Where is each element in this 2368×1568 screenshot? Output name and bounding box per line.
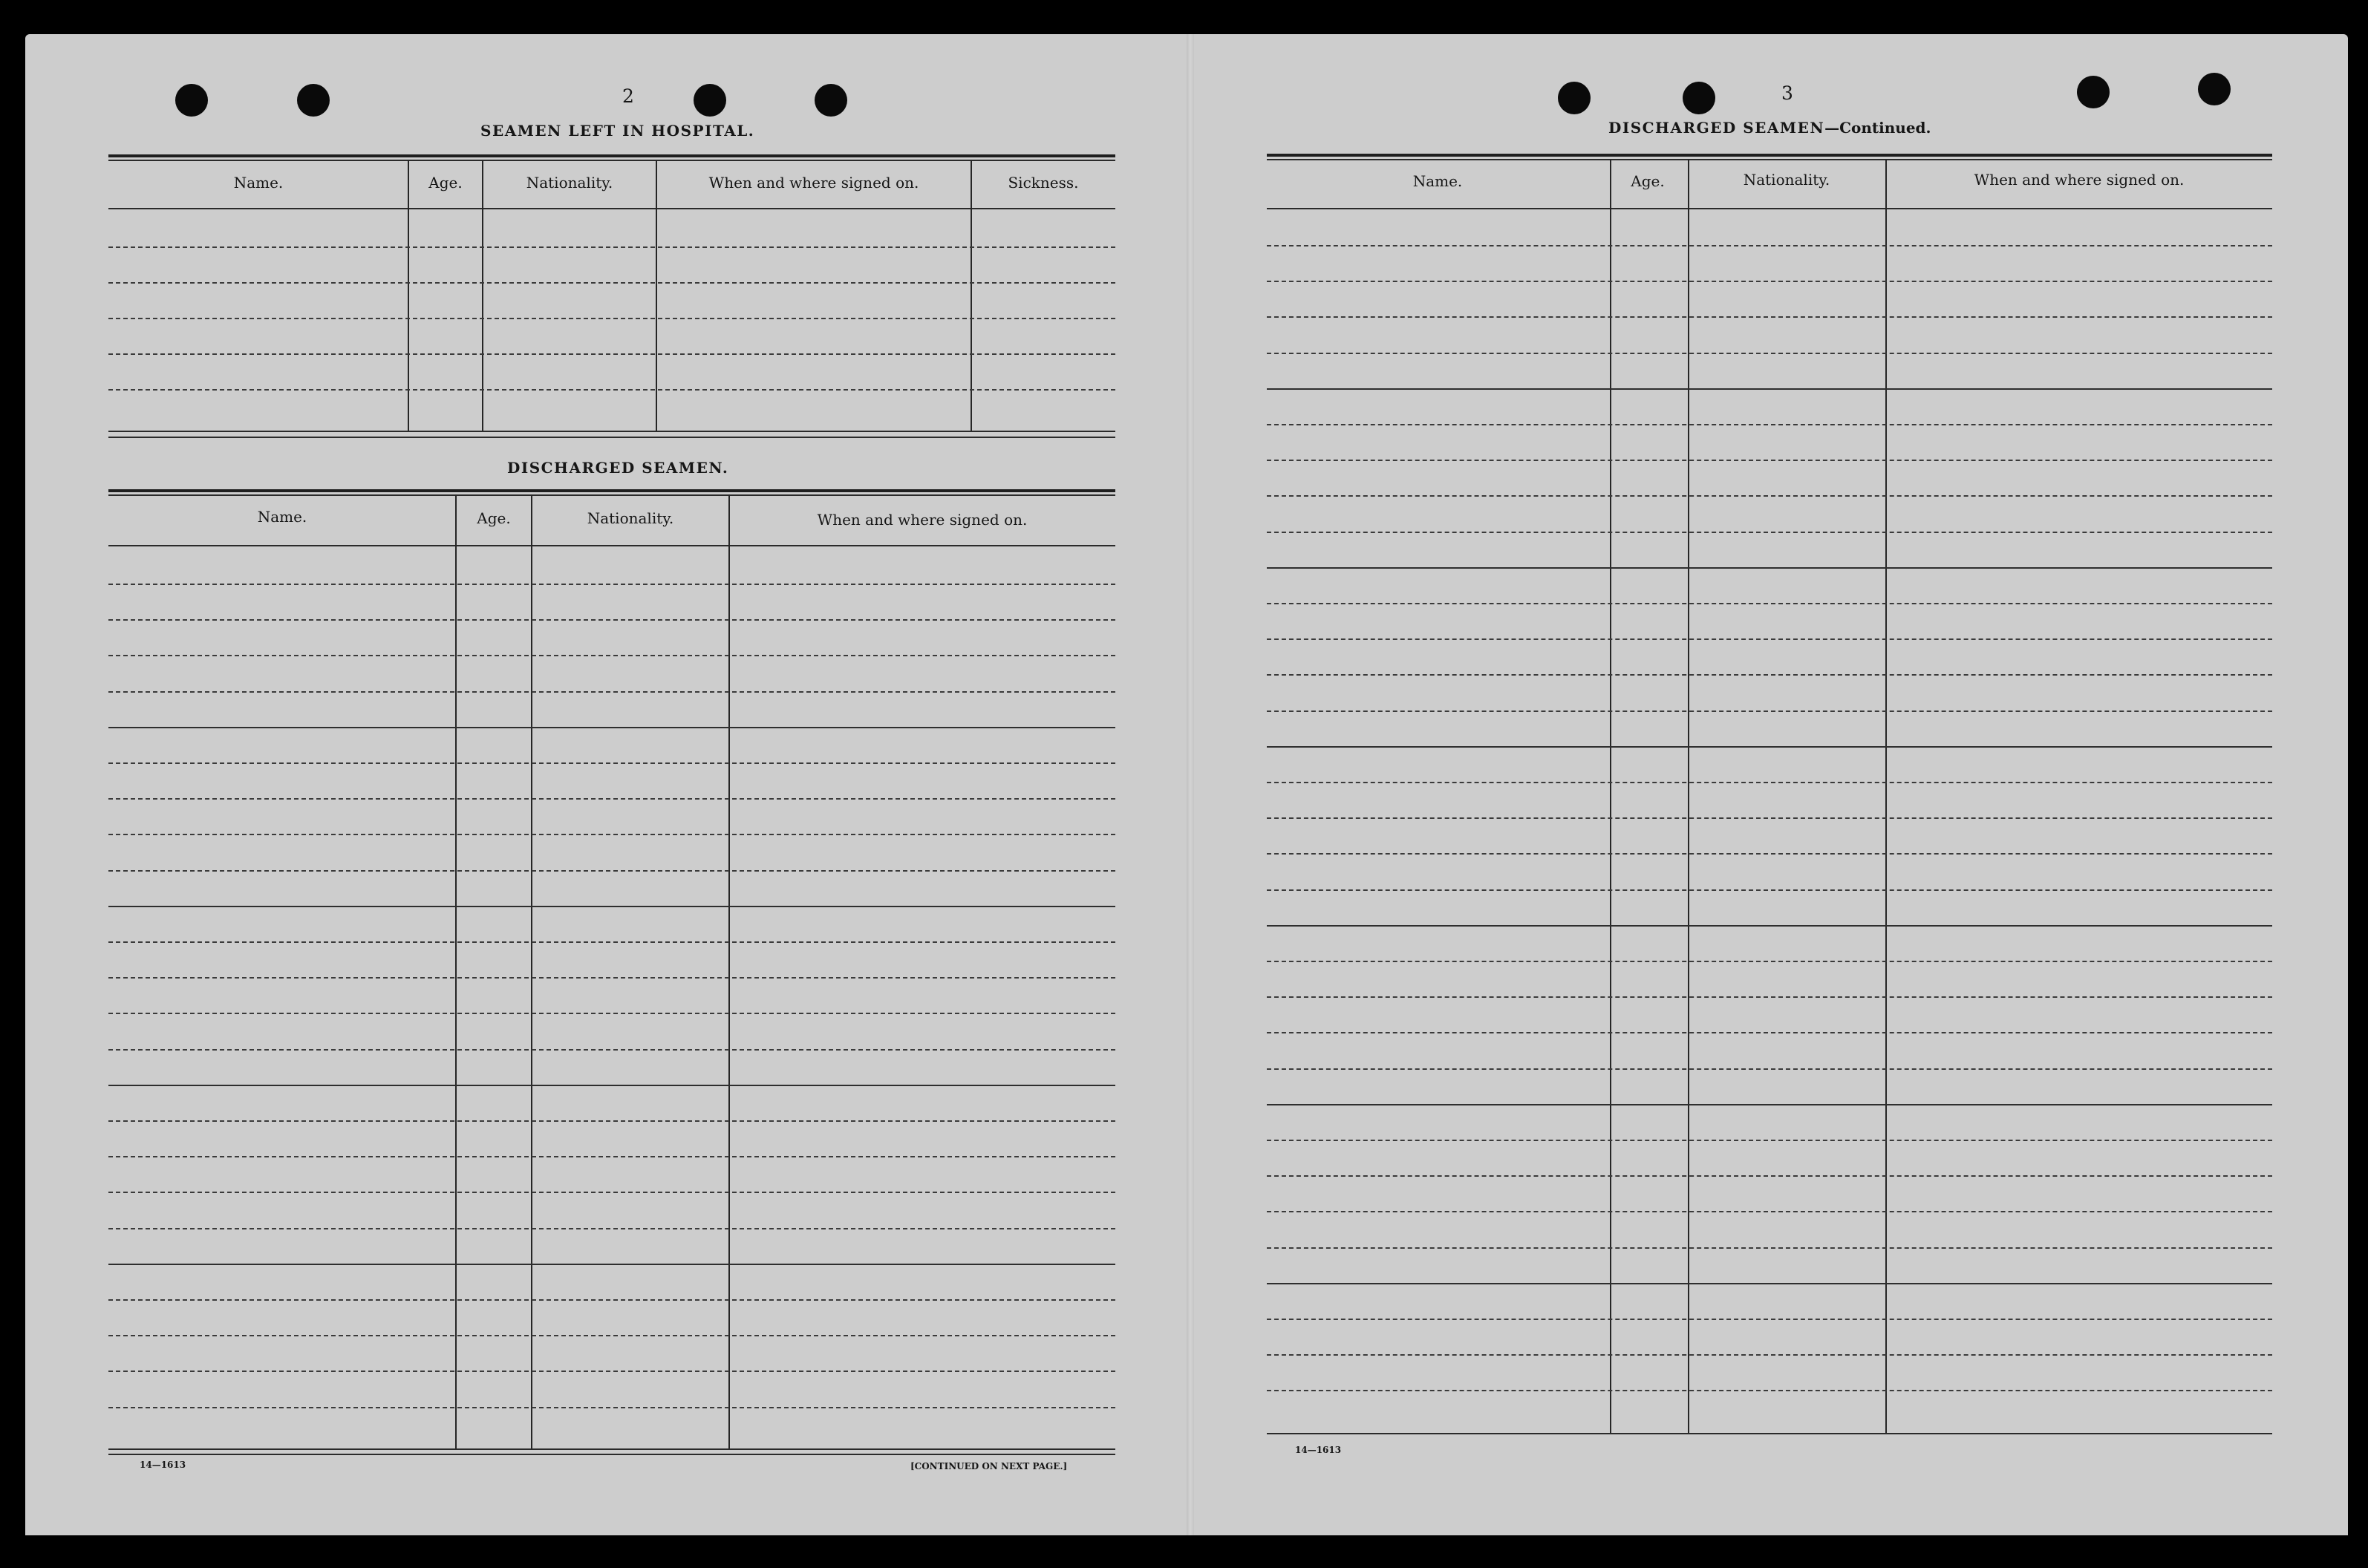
column-header-name: Name. (233, 174, 284, 192)
discharged-continued-title-text: DISCHARGED SEAMEN (1608, 119, 1825, 137)
table-row-line (108, 584, 1115, 585)
table-row-line (1267, 316, 2272, 318)
punch-hole (1558, 82, 1591, 114)
table-row-line (108, 941, 1115, 943)
table-row-line (108, 619, 1115, 621)
table-row-line (1267, 1175, 2272, 1177)
table-row-line (108, 691, 1115, 693)
table-row-line (1267, 281, 2272, 282)
column-header-nationality: Nationality. (1743, 171, 1830, 189)
column-header-when-where-signed: When and where signed on. (817, 511, 1028, 529)
table-row-line (1267, 353, 2272, 354)
table-row-line (108, 1013, 1115, 1014)
table-row-line (108, 1299, 1115, 1301)
table-row-line (108, 1264, 1115, 1265)
table-row-line (1267, 1140, 2272, 1141)
table-row-line (108, 1156, 1115, 1157)
page-number-right: 3 (1781, 82, 1793, 104)
table-row-line (1267, 925, 2272, 927)
table-row-line (1267, 424, 2272, 425)
left-form-page (25, 34, 1194, 1535)
punch-hole (694, 84, 726, 117)
table-row-line (108, 906, 1115, 907)
table-row-line (1267, 603, 2272, 604)
column-header-when-where-signed: When and where signed on. (1974, 171, 2185, 189)
table-row-line (1267, 746, 2272, 748)
table-row-line (108, 1192, 1115, 1193)
table-row-line (108, 1371, 1115, 1372)
table-row-line (108, 727, 1115, 728)
right-form-page (1190, 34, 2348, 1535)
punch-hole (1683, 82, 1715, 114)
table-row-line (1267, 495, 2272, 497)
table-row-line (1267, 817, 2272, 819)
table-row-line (1267, 1032, 2272, 1033)
punch-hole (2198, 73, 2231, 105)
column-header-age: Age. (428, 174, 463, 192)
hospital-table-title: SEAMEN LEFT IN HOSPITAL. (480, 122, 755, 140)
table-row-line (1267, 532, 2272, 533)
table-row-line (108, 1085, 1115, 1086)
column-header-when-where-signed: When and where signed on. (708, 174, 919, 192)
table-row-line (1267, 1319, 2272, 1320)
form-code-left: 14—1613 (140, 1460, 186, 1470)
table-row-line (108, 1049, 1115, 1051)
continued-suffix: —Continued. (1824, 119, 1931, 137)
table-row-line (108, 762, 1115, 764)
table-row-line (108, 834, 1115, 835)
table-row-line (108, 1120, 1115, 1122)
table-row-line (1267, 460, 2272, 461)
table-row-line (1267, 1283, 2272, 1284)
table-row-line (1267, 1247, 2272, 1249)
table-row-line (108, 655, 1115, 656)
table-row-line (108, 1335, 1115, 1336)
column-header-age: Age. (477, 509, 511, 527)
continued-note: [CONTINUED ON NEXT PAGE.] (910, 1461, 1068, 1471)
punch-hole (815, 84, 847, 117)
column-header-nationality: Nationality. (526, 174, 613, 192)
table-row-line (1267, 1068, 2272, 1070)
table-row-line (1267, 996, 2272, 998)
discharged-continued-title (1608, 119, 1931, 137)
form-code-right: 14—1613 (1295, 1445, 1342, 1455)
table-row-line (1267, 853, 2272, 855)
table-row-line (108, 798, 1115, 800)
table-row-line (1267, 1104, 2272, 1105)
page-fold (1187, 34, 1194, 1535)
table-row-line (1267, 567, 2272, 569)
column-header-nationality: Nationality. (587, 509, 674, 527)
discharged-table-title: DISCHARGED SEAMEN. (507, 459, 729, 477)
table-row-line (1267, 388, 2272, 390)
punch-hole (175, 84, 208, 117)
column-header-name: Name. (1412, 172, 1463, 190)
table-row-line (108, 870, 1115, 872)
table-row-line (108, 977, 1115, 979)
column-header-name: Name. (257, 508, 307, 526)
table-row-line (1267, 638, 2272, 640)
column-header-sickness: Sickness. (1008, 174, 1079, 192)
page-number-left: 2 (622, 85, 634, 107)
table-row-line (1267, 889, 2272, 891)
table-row-line (1267, 961, 2272, 962)
table-row-line (108, 1228, 1115, 1229)
table-row-line (1267, 1211, 2272, 1212)
punch-hole (2077, 76, 2110, 108)
table-row-line (1267, 1390, 2272, 1391)
column-header-age: Age. (1631, 172, 1665, 190)
table-row-line (1267, 1354, 2272, 1356)
table-row-line (1267, 245, 2272, 246)
punch-hole (297, 84, 330, 117)
table-row-line (1267, 782, 2272, 783)
table-row-line (108, 1407, 1115, 1408)
table-row-line (1267, 710, 2272, 712)
table-row-line (1267, 674, 2272, 676)
